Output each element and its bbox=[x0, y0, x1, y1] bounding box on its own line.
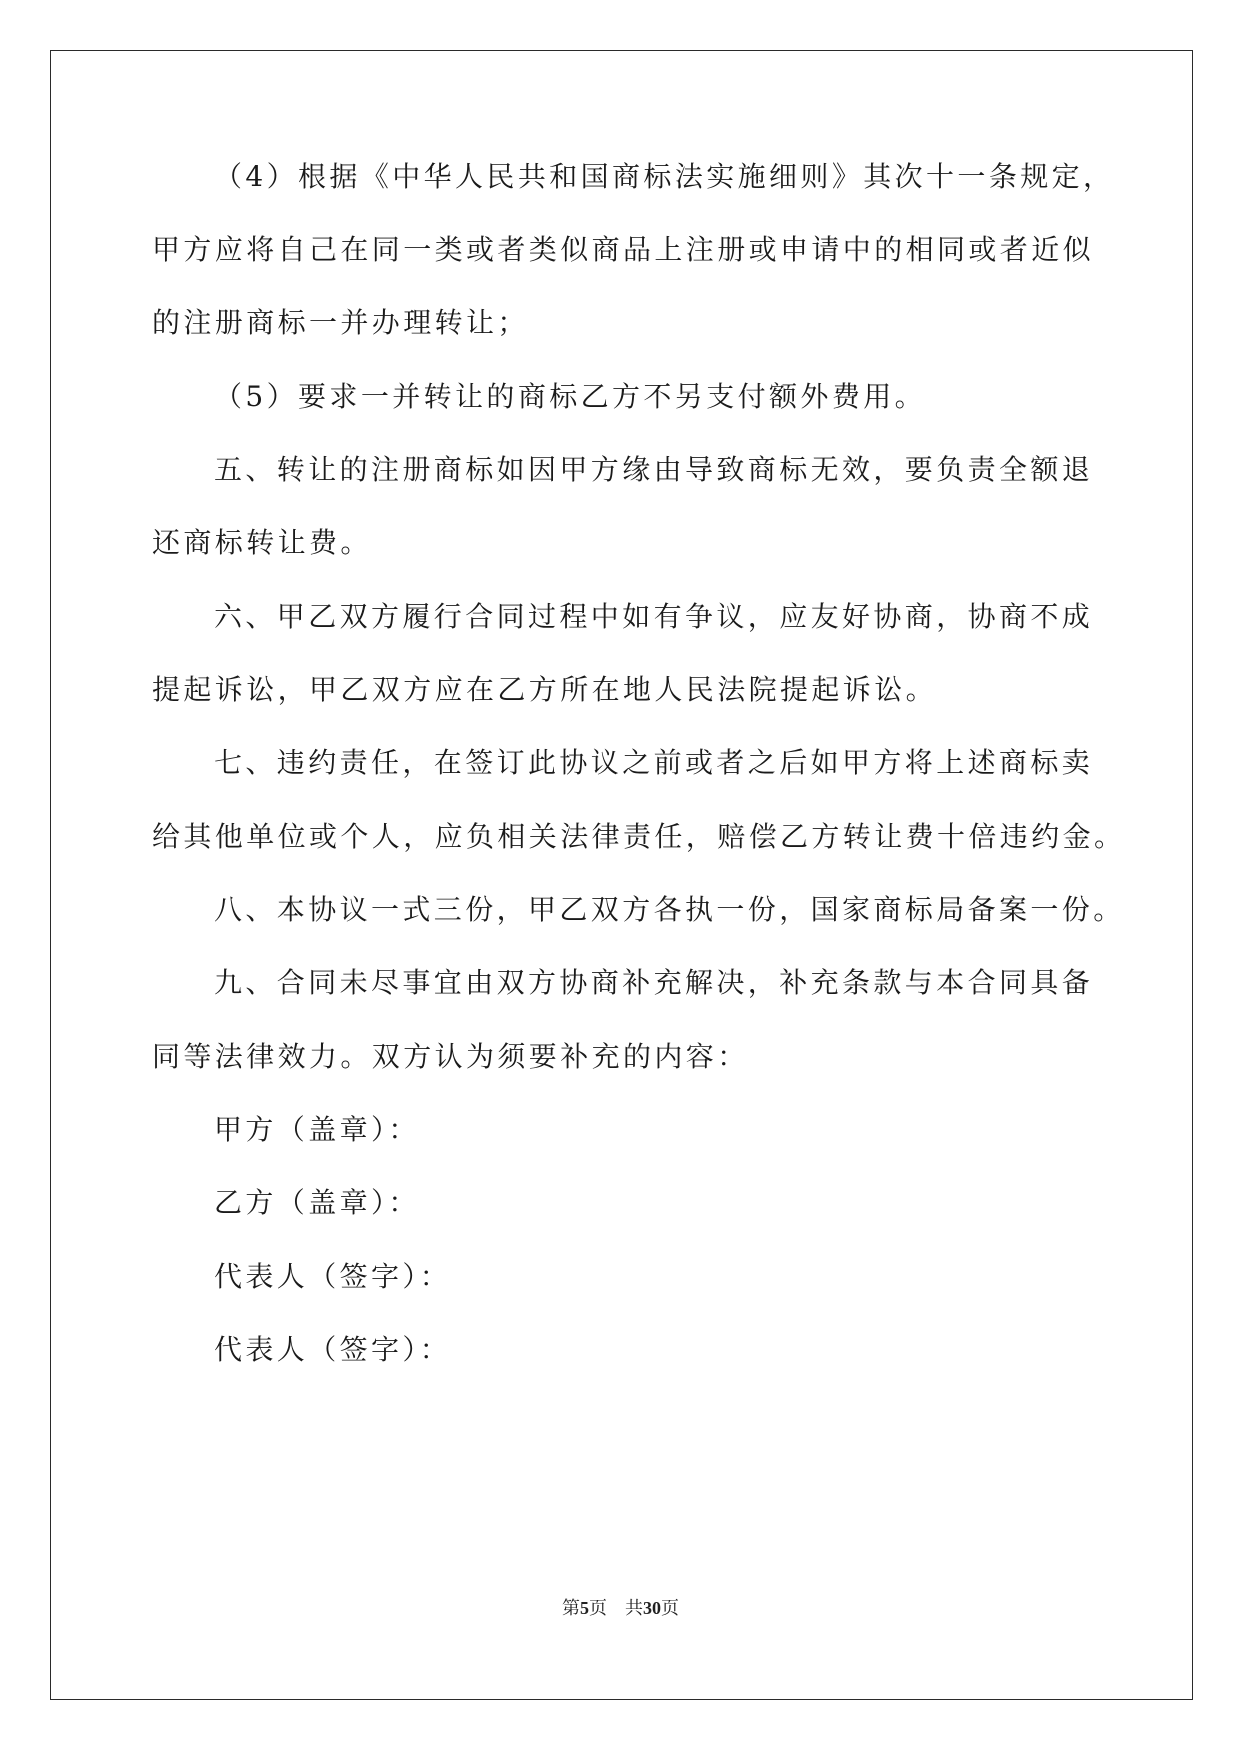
paragraph-line: 还商标转让费。 bbox=[152, 526, 372, 559]
paragraph-line: 同等法律效力。双方认为须要补充的内容： bbox=[152, 1040, 749, 1073]
paragraph-line: 七、违约责任，在签订此协议之前或者之后如甲方将上述商标卖 bbox=[214, 746, 1094, 779]
paragraph-line: 八、本协议一式三份，甲乙双方各执一份，国家商标局备案一份。 bbox=[214, 893, 1125, 926]
paragraph-line: 九、合同未尽事宜由双方协商补充解决，补充条款与本合同具备 bbox=[214, 966, 1094, 999]
paragraph-line: 甲方应将自己在同一类或者类似商品上注册或申请中的相同或者近似 bbox=[152, 233, 1095, 266]
paragraph-line: 给其他单位或个人，应负相关法律责任，赔偿乙方转让费十倍违约金。 bbox=[152, 820, 1126, 853]
signature-representative-b: 代表人（签字）： bbox=[214, 1333, 452, 1366]
paragraph-line: （5）要求一并转让的商标乙方不另支付额外费用。 bbox=[214, 380, 927, 413]
signature-party-a: 甲方（盖章）： bbox=[214, 1113, 420, 1146]
page-border bbox=[50, 50, 1193, 1700]
paragraph-line: 五、转让的注册商标如因甲方缘由导致商标无效，要负责全额退 bbox=[214, 453, 1094, 486]
footer-prefix: 第 bbox=[562, 1598, 580, 1618]
total-pages: 30 bbox=[643, 1598, 661, 1618]
paragraph-line: 六、甲乙双方履行合同过程中如有争议，应友好协商，协商不成 bbox=[214, 600, 1094, 633]
signature-representative-a: 代表人（签字）： bbox=[214, 1260, 452, 1293]
footer-total-prefix: 共 bbox=[625, 1598, 643, 1618]
paragraph-line: 提起诉讼，甲乙双方应在乙方所在地人民法院提起诉讼。 bbox=[152, 673, 938, 706]
page-footer bbox=[0, 1594, 1241, 1620]
footer-page-suffix: 页 bbox=[589, 1598, 607, 1618]
signature-party-b: 乙方（盖章）： bbox=[214, 1186, 420, 1219]
page-number: 5 bbox=[580, 1598, 589, 1618]
paragraph-line: 的注册商标一并办理转让； bbox=[152, 306, 529, 339]
paragraph-line: （4）根据《中华人民共和国商标法实施细则》其次十一条规定， bbox=[214, 160, 1115, 193]
footer-total-suffix: 页 bbox=[661, 1598, 679, 1618]
